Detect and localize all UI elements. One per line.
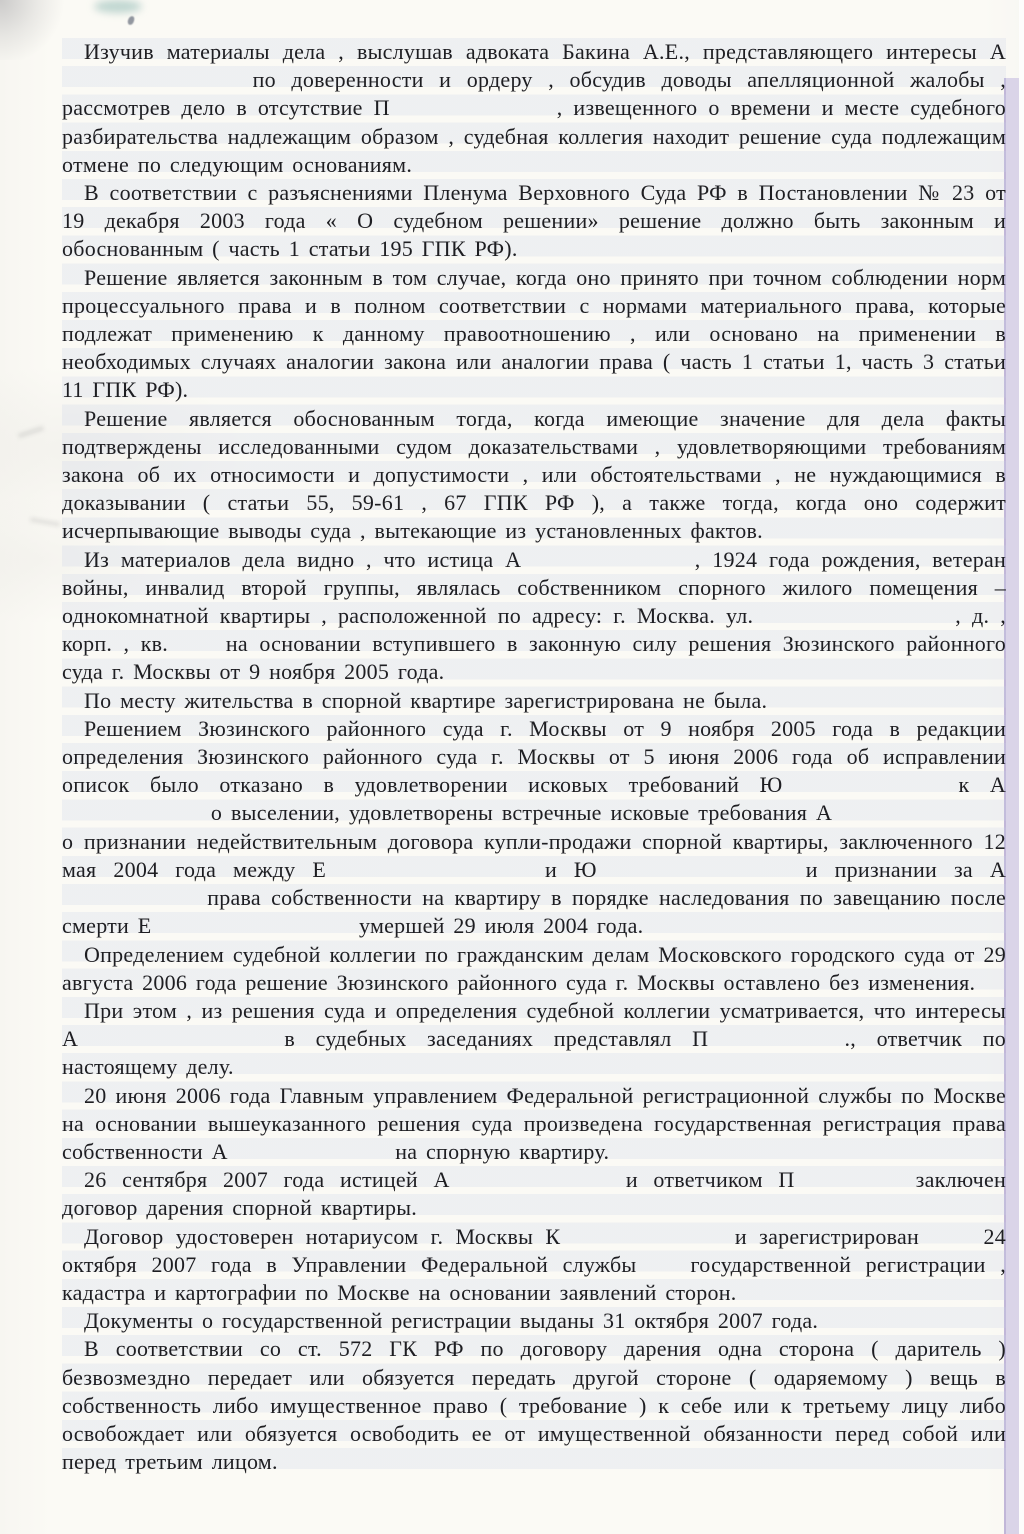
scan-artifact-speck — [30, 517, 60, 526]
paragraph: По месту жительства в спорной квартире зарегистрирована не была. — [84, 687, 768, 713]
redacted-name-gap — [465, 1185, 610, 1187]
paragraph: Документы о государственной регистрации выданы 31 октября 2007 года. — [84, 1308, 819, 1334]
redacted-name-gap — [401, 113, 546, 115]
paragraph: 26 сентября 2007 года истицей А и ответчиком П заключен договор дарения спорной квартиры. — [62, 1167, 1006, 1221]
scan-corner-shadow — [0, 0, 70, 60]
paragraph: В соответствии со ст. 572 ГК РФ по договору дарения одна сторона ( даритель ) безвозмездно передает или обязуется передать другой стороне ( одаряемому ) вещь в собственность либо имущественное право ( требование ) к себе или к третьему лицу либо освобождает или обязуется освободить ее от имущественной обязанности перед собой или перед третьим лицом. — [62, 1336, 1006, 1475]
redacted-name-gap — [614, 875, 789, 877]
redacted-name-gap — [62, 818, 202, 820]
redacted-name-gap — [237, 1157, 387, 1159]
paragraph: Определением судебной коллегии по гражданским делам Московского городского суда от 29 августа 2006 года решение Зюзинского районного суда г. Москвы оставлено без изменения. — [62, 941, 1006, 995]
paragraph: Из материалов дела видно , что истица А , 1924 года рождения, ветеран войны, инвалид второй группы, являлась собственником спорного жилого помещения – однокомнатной квартиры , расположенной по адресу: г. Москва. ул. , д. , корп. , кв. на основании вступившего в законную силу решения Зюзинского районного суда г. Москвы от 9 ноября 2005 года. — [62, 546, 1006, 685]
redacted-name-gap — [810, 1185, 900, 1187]
redacted-name-gap — [651, 1270, 676, 1272]
redacted-name-gap — [533, 565, 683, 567]
redacted-name-gap — [160, 931, 350, 933]
scan-artifact-mark — [127, 15, 135, 25]
redacted-name-gap — [931, 1242, 971, 1244]
paragraph: Решение является обоснованным тогда, когда имеющие значение для дела факты подтверждены исследованными судом доказательствами , удовлетворяющими требованиям закона об их относимости и допустимости , или обстоятельствами , не нуждающимися в доказывании ( статьи 55, 59-61 , 67 ГПК РФ ), а также тогда, когда оно содержит исчерпывающие выводы суда , вытекающие из установленных фактов. — [62, 405, 1006, 544]
redacted-name-gap — [99, 1044, 264, 1046]
redacted-name-gap — [343, 875, 528, 877]
redacted-name-gap — [62, 85, 237, 87]
redacted-name-gap — [179, 649, 214, 651]
scan-edge-strip — [1004, 78, 1019, 1534]
paragraph: В соответствии с разъяснениями Пленума Верховного Суда РФ в Постановлении № 23 от 19 декабря 2003 года « О судебном решении» решение должно быть законным и обоснованным ( часть 1 статьи 195 ГПК РФ). — [62, 180, 1006, 262]
document-body — [62, 38, 1006, 1476]
paragraph: 20 июня 2006 года Главным управлением Федеральной регистрационной службы по Москве на основании вышеуказанного решения суда произведена государственная регистрация права собственности А на спорную квартиру. — [62, 1082, 1006, 1164]
paragraph: Решение является законным в том случае, когда оно принято при точном соблюдении норм процессуального права и в полном соответствии с нормами материального права, которые подлежат применению к данному правоотношению , или основано на применении в необходимых случаях аналогии закона или аналогии права ( часть 1 статьи 1, часть 3 статьи 11 ГПК РФ). — [62, 264, 1006, 403]
redacted-name-gap — [803, 790, 938, 792]
redacted-name-gap — [841, 818, 1006, 820]
redacted-name-gap — [729, 1044, 824, 1046]
scan-edge-white — [1019, 0, 1024, 1534]
paragraph: При этом , из решения суда и определения судебной коллегии усматривается, что интересы А в судебных заседаниях представлял П ., ответчик по настоящему делу. — [62, 997, 1007, 1080]
scan-artifact-smudge — [94, 0, 142, 13]
redacted-name-gap — [573, 1242, 723, 1244]
paragraph: Решением Зюзинского районного суда г. Москвы от 9 ноября 2005 года в редакции определения Зюзинского районного суда г. Москвы от 5 июня 2006 года об исправлении описок было отказано в удовлетворении исковых требований Ю к А о выселении, удовлетворены встречные исковые требования А о признании недействительным договора купли-продажи спорной квартиры, заключенного 12 мая 2004 года между Е и Ю и признании за А права собственности на квартиру в порядке наследования по завещанию после смерти Е умершей 29 июля 2004 года. — [62, 715, 1007, 939]
scan-artifact-speck — [18, 426, 44, 438]
paragraph: Изучив материалы дела , выслушав адвоката Бакина А.Е., представляющего интересы А по доверенности и ордеру , обсудив доводы апелляционной жалобы , рассмотрев дело в отсутствие П , извещенного о времени и месте судебного разбирательства надлежащим образом , судебная коллегия находит решение суда подлежащим отмене по следующим основаниям. — [62, 39, 1006, 177]
redacted-name-gap — [62, 903, 197, 905]
paragraph: Договор удостоверен нотариусом г. Москвы К и зарегистрирован 24 октября 2007 года в Управлении Федеральной службы государственной регистрации , кадастра и картографии по Москве на основании заявлений сторон. — [62, 1223, 1007, 1305]
redacted-name-gap — [764, 621, 944, 623]
